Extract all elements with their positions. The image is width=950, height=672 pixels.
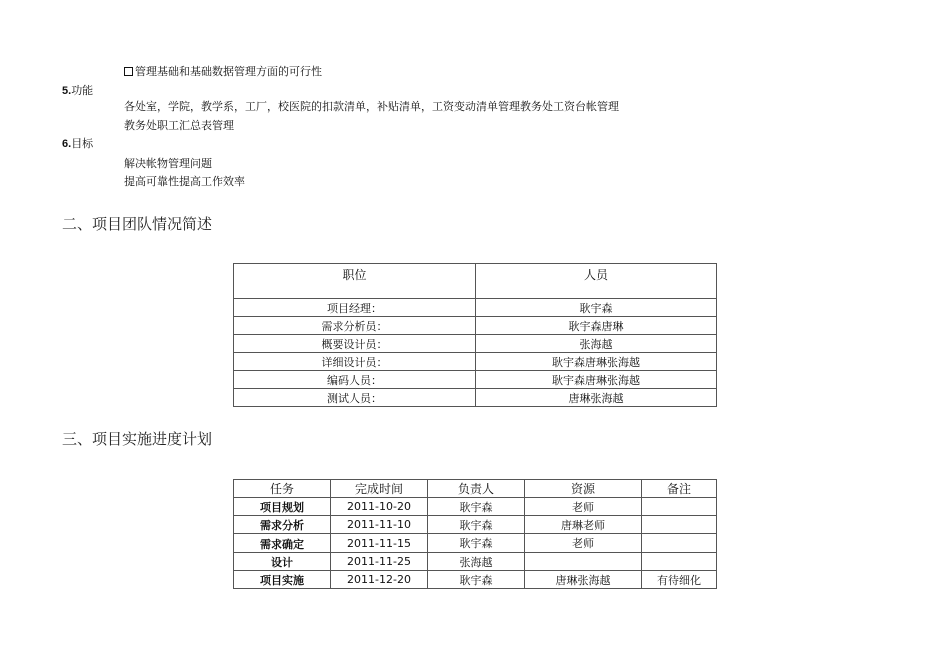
team-cell-people: 唐琳张海越	[476, 389, 717, 407]
table-row	[234, 317, 717, 335]
schedule-header-owner: 负责人	[428, 480, 525, 498]
schedule-cell-time: 2011-11-15	[331, 534, 428, 553]
table-row	[234, 335, 717, 353]
table-row	[234, 299, 717, 317]
schedule-cell-notes	[642, 534, 717, 553]
section-5-heading	[62, 84, 93, 98]
table-row	[234, 353, 717, 371]
section-5-line-2: 教务处职工汇总表管理	[124, 119, 234, 132]
schedule-cell-resource: 唐琳老师	[525, 516, 642, 534]
section-6-label: 目标	[71, 137, 94, 150]
section-6-number: 6.	[62, 138, 72, 150]
table-row	[234, 498, 717, 516]
section-5-line-1: 各处室，学院，教学系，工厂，校医院的扣款清单，补贴清单，工资变动清单管理教务处工资台帐管理	[124, 100, 619, 113]
team-cell-people: 张海越	[476, 335, 717, 353]
team-header-people: 人员	[476, 264, 717, 299]
schedule-header-task: 任务	[234, 480, 331, 498]
schedule-cell-notes	[642, 498, 717, 516]
schedule-header-time: 完成时间	[331, 480, 428, 498]
section-6-line-1: 解决帐物管理问题	[124, 157, 212, 170]
schedule-cell-task: 项目实施	[234, 571, 331, 589]
section-5-label: 功能	[71, 84, 94, 97]
schedule-cell-owner: 张海越	[428, 553, 525, 571]
schedule-cell-notes	[642, 553, 717, 571]
table-row	[234, 553, 717, 571]
feasibility-text: 管理基础和基础数据管理方面的可行性	[135, 65, 322, 78]
schedule-cell-resource: 老师	[525, 534, 642, 553]
schedule-cell-time: 2011-12-20	[331, 571, 428, 589]
schedule-cell-time: 2011-11-25	[331, 553, 428, 571]
team-table	[233, 263, 717, 407]
schedule-cell-task: 需求确定	[234, 534, 331, 553]
schedule-table	[233, 479, 717, 589]
team-cell-role: 项目经理：	[234, 299, 476, 317]
team-cell-people: 耿宇森唐琳张海越	[476, 371, 717, 389]
team-cell-people: 耿宇森唐琳	[476, 317, 717, 335]
schedule-cell-owner: 耿宇森	[428, 534, 525, 553]
table-row	[234, 389, 717, 407]
team-cell-role: 编码人员：	[234, 371, 476, 389]
schedule-cell-owner: 耿宇森	[428, 516, 525, 534]
schedule-section-heading: 三、项目实施进度计划	[62, 430, 213, 448]
team-section-heading: 二、项目团队情况简述	[62, 215, 213, 233]
team-cell-role: 详细设计员：	[234, 353, 476, 371]
table-row	[234, 534, 717, 553]
team-cell-people: 耿宇森	[476, 299, 717, 317]
schedule-cell-resource	[525, 553, 642, 571]
schedule-header-resource: 资源	[525, 480, 642, 498]
team-cell-role: 需求分析员：	[234, 317, 476, 335]
schedule-cell-time: 2011-10-20	[331, 498, 428, 516]
schedule-cell-notes: 有待细化	[642, 571, 717, 589]
table-row	[234, 571, 717, 589]
team-cell-role: 测试人员：	[234, 389, 476, 407]
team-cell-role: 概要设计员：	[234, 335, 476, 353]
section-6-line-2: 提高可靠性提高工作效率	[124, 175, 245, 188]
team-header-position: 职位	[234, 264, 476, 299]
schedule-cell-resource: 唐琳张海越	[525, 571, 642, 589]
table-row	[234, 371, 717, 389]
team-cell-people: 耿宇森唐琳张海越	[476, 353, 717, 371]
schedule-header-notes: 备注	[642, 480, 717, 498]
schedule-cell-task: 需求分析	[234, 516, 331, 534]
checkbox-square-icon	[124, 67, 133, 76]
schedule-cell-time: 2011-11-10	[331, 516, 428, 534]
schedule-cell-task: 设计	[234, 553, 331, 571]
schedule-cell-resource: 老师	[525, 498, 642, 516]
schedule-cell-owner: 耿宇森	[428, 571, 525, 589]
schedule-cell-task: 项目规划	[234, 498, 331, 516]
schedule-cell-owner: 耿宇森	[428, 498, 525, 516]
section-5-number: 5.	[62, 85, 72, 97]
feasibility-item	[124, 65, 322, 79]
section-6-heading	[62, 137, 93, 151]
schedule-cell-notes	[642, 516, 717, 534]
table-row	[234, 516, 717, 534]
